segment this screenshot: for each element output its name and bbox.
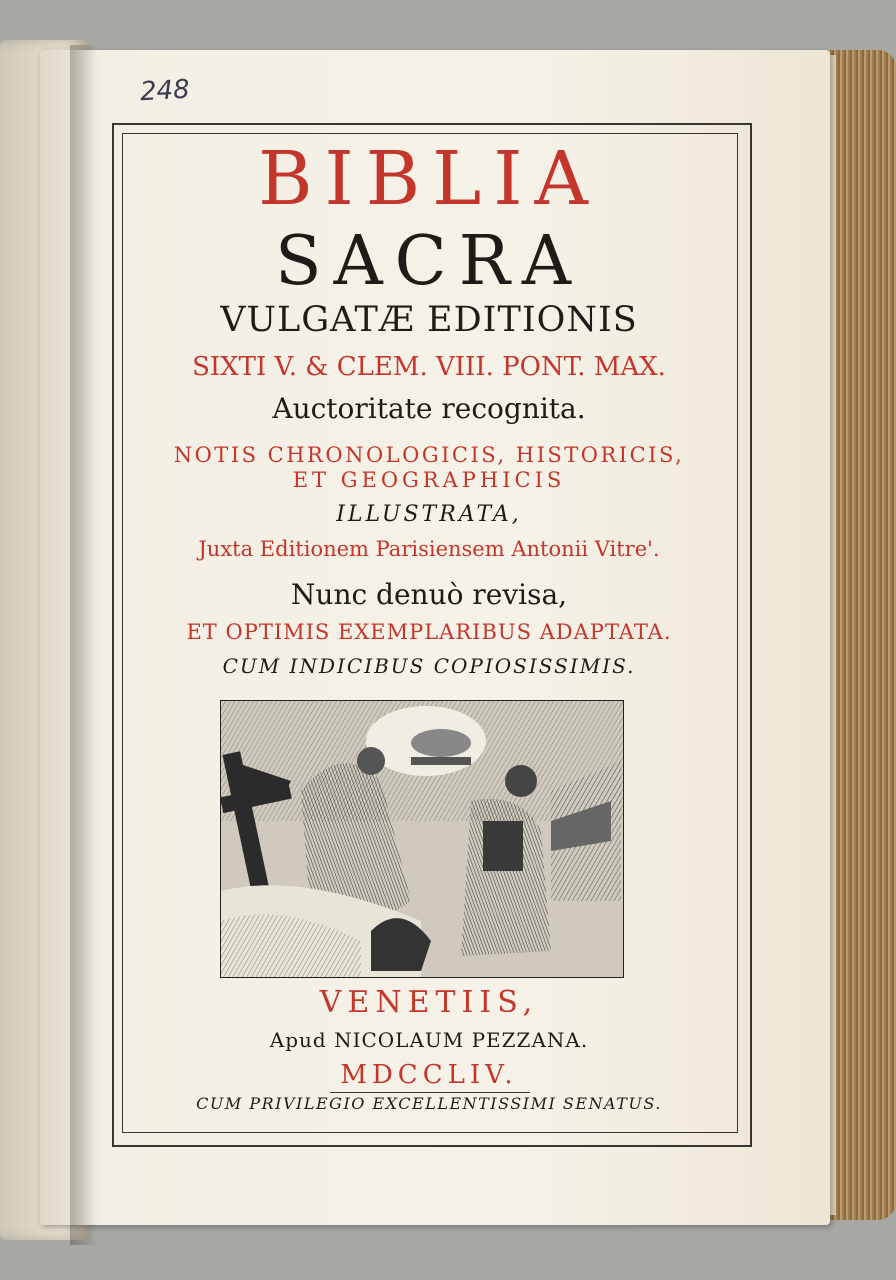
imprint-place: VENETIIS, [319, 985, 539, 1020]
title-sacra: SACRA [274, 222, 584, 301]
title-nunc: Nunc denuò revisa, [290, 578, 568, 611]
gutter-shadow [70, 45, 100, 1245]
title-biblia: BIBLIA [258, 136, 600, 222]
inventory-number: 248 [139, 74, 191, 108]
year-underline [330, 1092, 530, 1093]
imprint-year: MDCCLIV. [340, 1060, 518, 1090]
title-sixti: SIXTI V. & CLEM. VIII. PONT. MAX. [192, 352, 666, 382]
title-vulgatae: VULGATÆ EDITIONIS [220, 300, 638, 340]
imprint-printer: Apud NICOLAUM PEZZANA. [269, 1028, 589, 1052]
title-cum-indicibus: CUM INDICIBUS COPIOSISSIMIS. [222, 654, 636, 678]
title-auctoritate: Auctoritate recognita. [272, 392, 586, 425]
page-edges [826, 50, 896, 1220]
title-notis: NOTIS CHRONOLOGICIS, HISTORICIS, [173, 443, 685, 467]
allegorical-engraving-icon [220, 700, 624, 978]
title-optimis: ET OPTIMIS EXEMPLARIBUS ADAPTATA. [186, 620, 672, 644]
imprint-privilege: CUM PRIVILEGIO EXCELLENTISSIMI SENATUS. [196, 1094, 662, 1113]
title-geographicis: ET GEOGRAPHICIS [292, 468, 566, 492]
title-juxta: Juxta Editionem Parisiensem Antonii Vitre'. [198, 537, 660, 561]
title-illustrata: ILLUSTRATA, [336, 502, 522, 527]
